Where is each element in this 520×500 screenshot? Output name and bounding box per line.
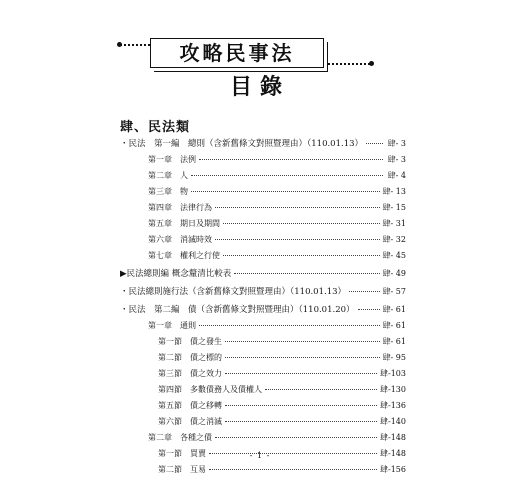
toc-entry-label: 第一章 通則 <box>148 321 196 330</box>
toc-dot-leader <box>191 190 380 192</box>
toc-entry-page: 肆-130 <box>380 385 406 394</box>
toc-dot-leader <box>199 324 380 326</box>
toc-entry-page: 肆- 61 <box>382 305 406 314</box>
decorative-dot-left <box>117 42 122 47</box>
toc-entry-page: 肆- 13 <box>382 187 406 196</box>
toc-entry-label: 第三章 物 <box>148 187 188 196</box>
toc-entry-page: 肆-156 <box>380 465 406 474</box>
toc-entry-label: 第二章 人 <box>148 171 188 180</box>
table-of-contents-list <box>120 136 406 478</box>
toc-entry[interactable] <box>120 266 406 282</box>
toc-entry-label: 第一節 債之發生 <box>158 337 222 346</box>
toc-entry-page: 肆-148 <box>380 433 406 442</box>
toc-entry[interactable] <box>120 382 406 398</box>
toc-entry[interactable] <box>120 366 406 382</box>
toc-entry-page: 肆-140 <box>380 417 406 426</box>
toc-dot-leader <box>225 404 377 406</box>
toc-entry-page: 肆-103 <box>380 369 406 378</box>
toc-dot-leader <box>215 436 377 438</box>
toc-dot-leader <box>215 206 380 208</box>
toc-dot-leader <box>225 340 380 342</box>
toc-entry-label: 第二節 債之標的 <box>158 353 222 362</box>
toc-entry-label: 第四章 法律行為 <box>148 203 212 212</box>
book-title: 攻略民事法 <box>179 41 295 65</box>
toc-dot-leader <box>358 308 380 310</box>
toc-entry-label: ▶民法總則編 概念釐清比較表 <box>120 269 232 279</box>
toc-entry[interactable] <box>120 136 406 152</box>
toc-entry-label: 第四節 多數債務人及債權人 <box>158 385 262 394</box>
toc-dot-leader <box>225 420 377 422</box>
toc-entry[interactable] <box>120 152 406 168</box>
decorative-dotted-line-right <box>328 63 370 65</box>
decorative-dotted-line-left <box>120 44 150 46</box>
toc-entry-label: 第五節 債之移轉 <box>158 401 222 410</box>
toc-dot-leader <box>215 238 380 240</box>
toc-dot-leader <box>223 222 380 224</box>
title-frame <box>150 38 324 68</box>
toc-entry[interactable] <box>120 398 406 414</box>
toc-entry-page: 肆- 15 <box>382 203 406 212</box>
toc-entry[interactable] <box>120 302 406 318</box>
toc-entry-label: 第一節 買賣 <box>158 449 206 458</box>
toc-entry[interactable] <box>120 248 406 264</box>
toc-entry-label: 第六章 消滅時效 <box>148 235 212 244</box>
toc-entry[interactable] <box>120 232 406 248</box>
toc-entry[interactable] <box>120 216 406 232</box>
title-box <box>150 38 324 68</box>
toc-entry-page: 肆- 45 <box>382 251 406 260</box>
toc-entry[interactable] <box>120 184 406 200</box>
toc-entry-page: 肆- 3 <box>387 155 406 164</box>
toc-entry-label: 第七章 權利之行使 <box>148 251 220 260</box>
toc-entry-page: 肆- 57 <box>382 287 406 296</box>
toc-entry-label: ・民法 第一編 總則（含新舊條文對照暨理由）（110.01.13） <box>120 139 364 149</box>
decorative-dot-right <box>369 61 374 66</box>
toc-dot-leader <box>199 158 383 160</box>
toc-entry-page: 肆- 4 <box>387 171 406 180</box>
toc-dot-leader <box>223 254 380 256</box>
toc-entry-label: 第二節 互易 <box>158 465 206 474</box>
section-title: 肆、民法類 <box>120 120 191 135</box>
page-number: - 1 - <box>249 451 271 460</box>
toc-dot-leader <box>191 174 383 176</box>
toc-entry[interactable] <box>120 462 406 478</box>
toc-entry-page: 肆- 3 <box>387 139 406 148</box>
toc-entry-page: 肆- 61 <box>382 321 406 330</box>
toc-entry-page: 肆- 49 <box>382 269 406 278</box>
toc-entry-page: 肆-148 <box>380 449 406 458</box>
toc-entry[interactable] <box>120 350 406 366</box>
toc-entry-page: 肆-136 <box>380 401 406 410</box>
toc-entry[interactable] <box>120 284 406 300</box>
toc-entry-label: 第二章 各種之債 <box>148 433 212 442</box>
toc-entry-label: ・民法 第二編 債（含新舊條文對照暨理由）（110.01.20） <box>120 305 355 315</box>
toc-entry-label: ・民法總則施行法（含新舊條文對照暨理由）（110.01.13） <box>120 287 347 297</box>
toc-entry-page: 肆- 31 <box>382 219 406 228</box>
toc-entry-page: 肆- 95 <box>382 353 406 362</box>
toc-entry[interactable] <box>120 430 406 446</box>
toc-entry-label: 第六節 債之消滅 <box>158 417 222 426</box>
toc-dot-leader <box>209 468 377 470</box>
toc-dot-leader <box>225 356 380 358</box>
toc-entry[interactable] <box>120 200 406 216</box>
table-of-contents-heading: 目錄 <box>229 74 290 100</box>
toc-entry-label: 第五章 期日及期間 <box>148 219 220 228</box>
toc-dot-leader <box>349 290 380 292</box>
toc-dot-leader <box>366 142 383 144</box>
toc-dot-leader <box>265 388 377 390</box>
toc-entry-label: 第三節 債之效力 <box>158 369 222 378</box>
toc-entry[interactable] <box>120 334 406 350</box>
toc-entry[interactable] <box>120 318 406 334</box>
toc-dot-leader <box>225 372 377 374</box>
toc-entry[interactable] <box>120 168 406 184</box>
toc-entry-page: 肆- 61 <box>382 337 406 346</box>
toc-entry-page: 肆- 32 <box>382 235 406 244</box>
toc-dot-leader <box>234 272 379 274</box>
toc-entry[interactable] <box>120 414 406 430</box>
toc-entry-label: 第一章 法例 <box>148 155 196 164</box>
